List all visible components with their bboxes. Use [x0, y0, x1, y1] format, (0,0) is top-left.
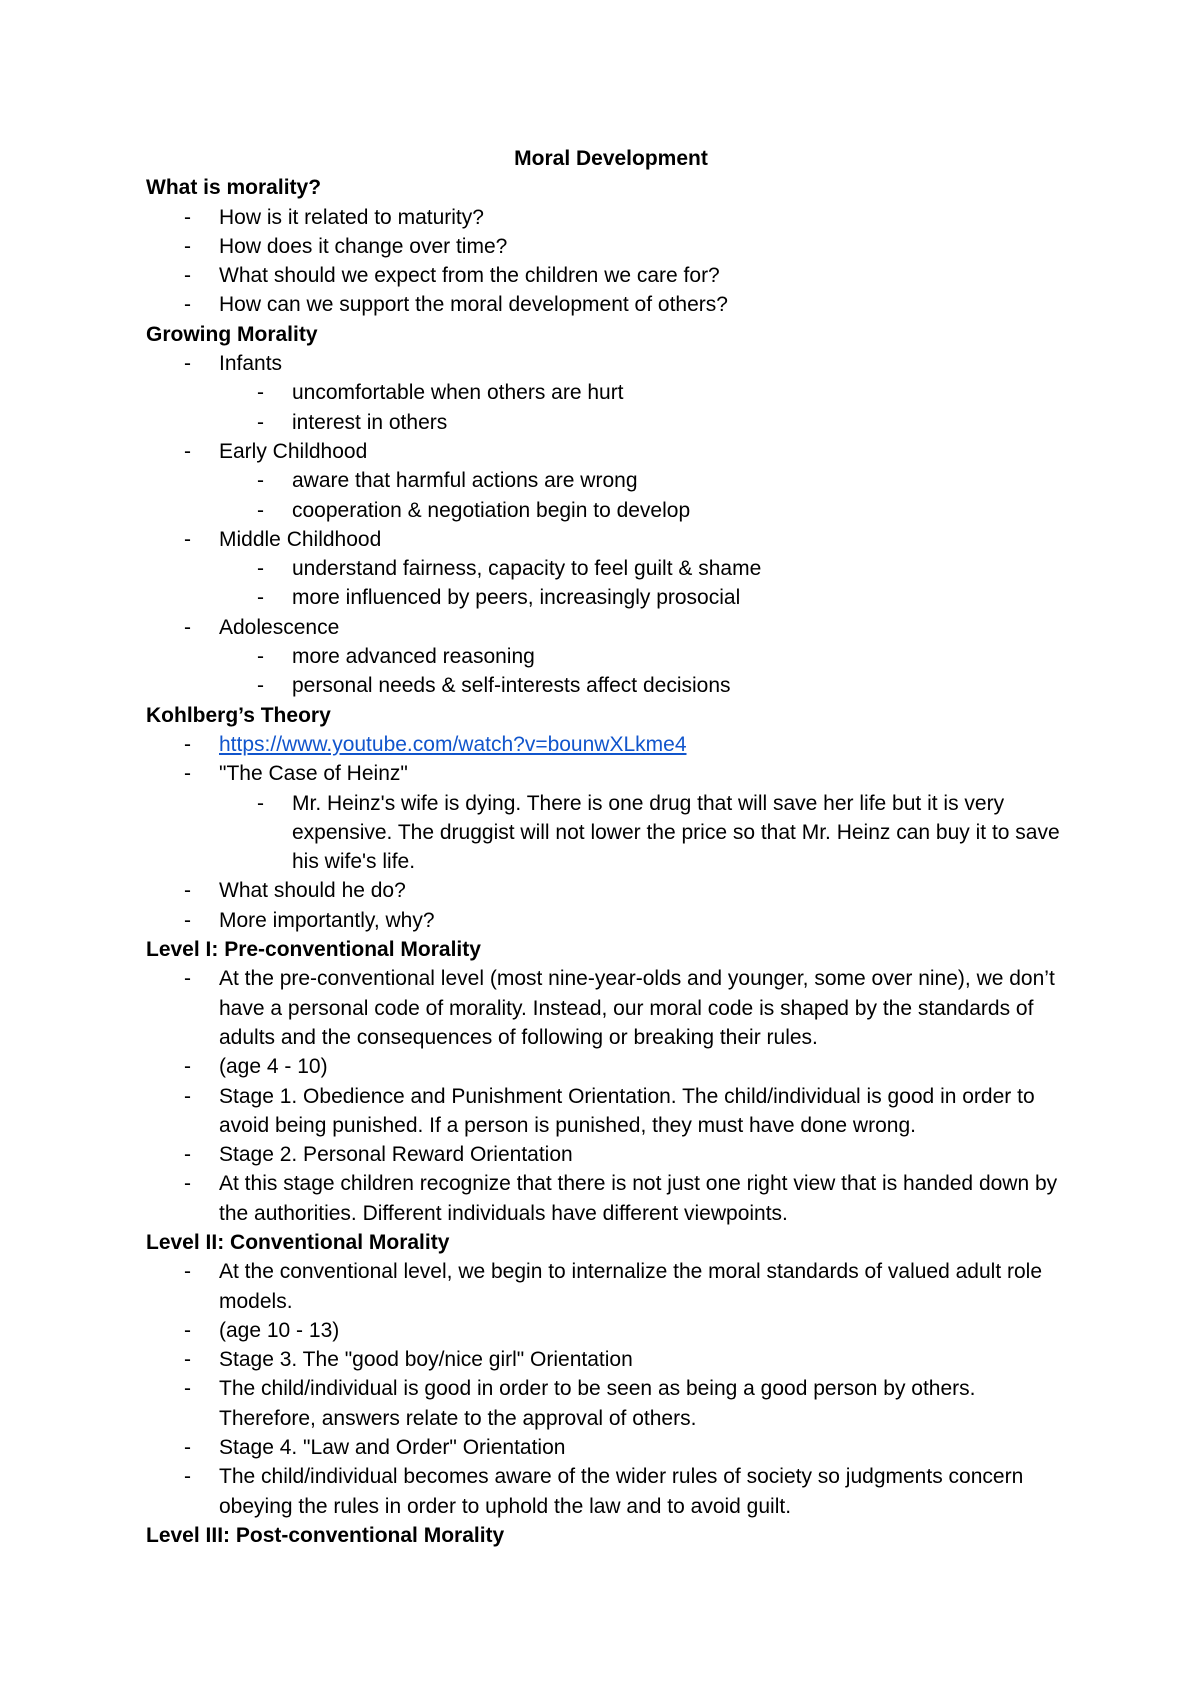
sub-list-item [146, 496, 1070, 525]
bullet-dash: - [184, 615, 191, 639]
sub-list-item [146, 378, 1070, 407]
section-heading: Level III: Post-conventional Morality [146, 1523, 505, 1547]
list-item [146, 349, 1070, 378]
list-item [146, 906, 1070, 935]
list-item-text: Adolescence [219, 615, 340, 639]
list-item [146, 1316, 1070, 1345]
list-item [146, 232, 1070, 261]
document-title: Moral Development [514, 147, 708, 170]
list-item-text: (age 4 - 10) [219, 1055, 328, 1079]
bullet-dash: - [257, 586, 264, 610]
document-body [146, 144, 1070, 1550]
bullet-dash: - [184, 439, 191, 463]
list-item [146, 1462, 1070, 1521]
bullet-dash: - [184, 1143, 191, 1167]
list-item-text: What should we expect from the children we care for? [219, 264, 720, 288]
bullet-dash: - [184, 1055, 191, 1079]
list-item-text: Stage 1. Obedience and Punishment Orientation. The child/individual is good in order to avoid being punished. If a person is punished, they must have done wrong. [219, 1084, 1035, 1137]
list-item-text: Stage 3. The "good boy/nice girl" Orientation [219, 1348, 633, 1372]
bullet-dash: - [257, 791, 264, 815]
bullet-dash: - [184, 352, 191, 376]
sub-list-item [146, 554, 1070, 583]
list-item-text: How is it related to maturity? [219, 205, 484, 229]
bullet-dash: - [257, 498, 264, 522]
list-item-text: personal needs & self-interests affect decisions [292, 674, 731, 698]
list-item [146, 203, 1070, 232]
sub-list-item [146, 642, 1070, 671]
list-item-text: more advanced reasoning [292, 645, 535, 669]
list-item [146, 437, 1070, 466]
list-item [146, 1345, 1070, 1374]
list-item [146, 1257, 1070, 1316]
list-item [146, 525, 1070, 554]
sub-list-item [146, 583, 1070, 612]
list-item[interactable] [146, 730, 1070, 759]
list-item-text: How does it change over time? [219, 234, 508, 258]
list-item [146, 613, 1070, 642]
list-item-text: The child/individual is good in order to be seen as being a good person by others. Therefore, answers relate to the approval of others. [219, 1377, 976, 1430]
bullet-dash: - [184, 234, 191, 258]
list-item [146, 1052, 1070, 1081]
bullet-dash: - [184, 1260, 191, 1284]
youtube-link[interactable]: https://www.youtube.com/watch?v=bounwXLkme4 [219, 732, 687, 756]
list-item-text: interest in others [292, 410, 448, 434]
list-item-text: Mr. Heinz's wife is dying. There is one drug that will save her life but it is very expensive. The druggist will not lower the price so that Mr. Heinz can buy it to save his wife's life. [292, 791, 1060, 874]
list-item-text: uncomfortable when others are hurt [292, 381, 624, 405]
bullet-dash: - [184, 293, 191, 317]
bullet-dash: - [184, 205, 191, 229]
bullet-dash: - [184, 732, 191, 756]
bullet-dash: - [184, 762, 191, 786]
list-item [146, 876, 1070, 905]
list-item [146, 964, 1070, 1052]
list-item-text: Middle Childhood [219, 527, 382, 551]
bullet-dash: - [184, 527, 191, 551]
list-item-text: more influenced by peers, increasingly prosocial [292, 586, 741, 610]
list-item-text: cooperation & negotiation begin to develop [292, 498, 691, 522]
list-item-text: Infants [219, 352, 283, 376]
bullet-dash: - [257, 410, 264, 434]
list-item [146, 1082, 1070, 1141]
list-item-text: What should he do? [219, 879, 406, 903]
section-heading: Growing Morality [146, 322, 318, 346]
list-item-text: understand fairness, capacity to feel guilt & shame [292, 557, 762, 581]
bullet-dash: - [257, 674, 264, 698]
bullet-dash: - [184, 967, 191, 991]
sub-list-item [146, 789, 1070, 877]
list-item-text: Stage 2. Personal Reward Orientation [219, 1143, 573, 1167]
sub-list-item [146, 671, 1070, 700]
bullet-dash: - [257, 469, 264, 493]
bullet-dash: - [184, 1377, 191, 1401]
list-item-text: The child/individual becomes aware of the wider rules of society so judgments concern obeying the rules in order to uphold the law and to avoid guilt. [219, 1465, 1024, 1518]
list-item-text: Stage 4. "Law and Order" Orientation [219, 1436, 566, 1460]
list-item-text: "The Case of Heinz" [219, 762, 408, 786]
list-item [146, 290, 1070, 319]
bullet-dash: - [184, 908, 191, 932]
list-item-text: At this stage children recognize that there is not just one right view that is handed down by the authorities. Different individuals have different viewpoints. [219, 1172, 1058, 1225]
bullet-dash: - [184, 1436, 191, 1460]
list-item [146, 1433, 1070, 1462]
section-heading: Level II: Conventional Morality [146, 1230, 450, 1254]
section-heading: What is morality? [146, 176, 322, 200]
section-heading: Kohlberg’s Theory [146, 703, 331, 727]
bullet-dash: - [184, 879, 191, 903]
list-item-text: (age 10 - 13) [219, 1318, 340, 1342]
bullet-dash: - [184, 1318, 191, 1342]
list-item-text: More importantly, why? [219, 908, 435, 932]
bullet-dash: - [184, 1172, 191, 1196]
bullet-dash: - [184, 1465, 191, 1489]
list-item-text: At the conventional level, we begin to internalize the moral standards of valued adult role models. [219, 1260, 1042, 1313]
bullet-dash: - [184, 1084, 191, 1108]
list-item-text: How can we support the moral development of others? [219, 293, 728, 317]
bullet-dash: - [257, 557, 264, 581]
bullet-dash: - [184, 264, 191, 288]
bullet-dash: - [257, 381, 264, 405]
list-item-text: aware that harmful actions are wrong [292, 469, 638, 493]
list-item-text: Early Childhood [219, 439, 368, 463]
bullet-dash: - [257, 645, 264, 669]
list-item [146, 1140, 1070, 1169]
sub-list-item [146, 408, 1070, 437]
list-item [146, 261, 1070, 290]
section-heading: Level I: Pre-conventional Morality [146, 938, 481, 962]
list-item-text: At the pre-conventional level (most nine-year-olds and younger, some over nine), we don’t have a personal code of morality. Instead, our moral code is shaped by the standards of adults and the consequences of following or breaking their rules. [219, 967, 1055, 1049]
list-item [146, 1374, 1070, 1433]
list-item [146, 759, 1070, 788]
list-item [146, 1169, 1070, 1228]
bullet-dash: - [184, 1348, 191, 1372]
sub-list-item [146, 466, 1070, 495]
